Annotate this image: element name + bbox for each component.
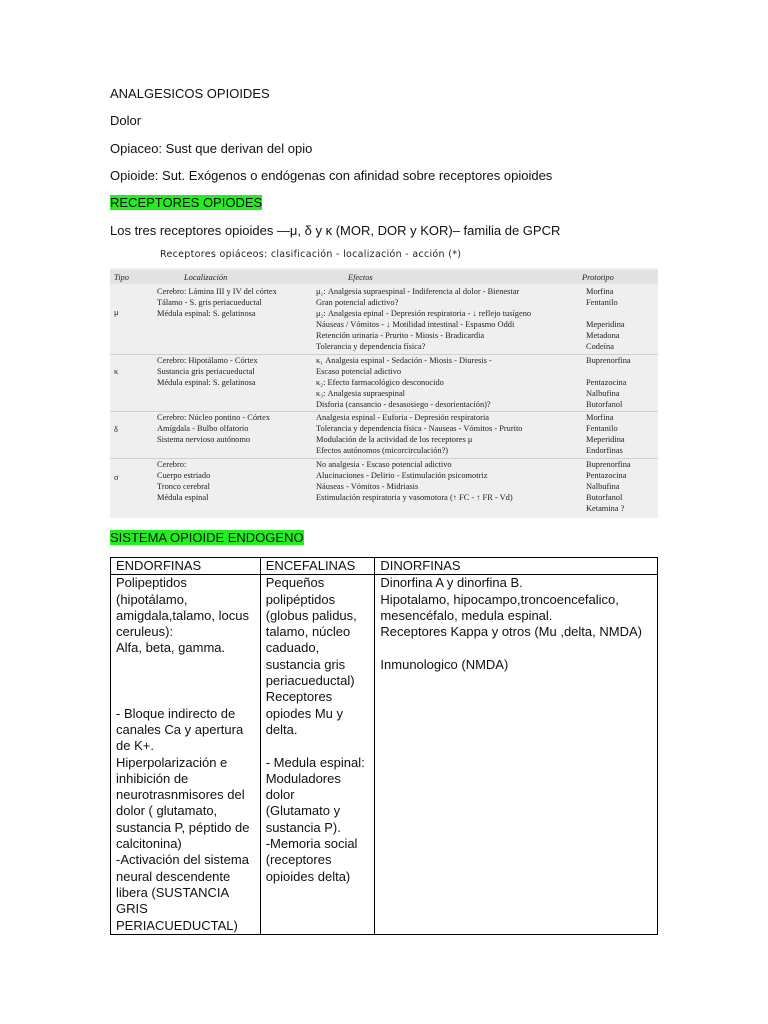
cell-dinorfinas-text: Dinorfina A y dinorfina B. Hipotalamo, hipocampo,troncoencefalico, mesencéfalo, medula espinal. Receptores Kappa y otros (Mu ,delta, NMDA) Inmunologico (NMDA) [380,575,642,672]
figure-header-localizacion: Localización [184,273,228,282]
figure-prototipo-kappa: Buprenorfina Pentazocina Nalbufina Butorfanol [586,356,631,409]
cell-endorfinas-text: Polipeptidos (hipotálamo, amigdala,talamo, locus ceruleus): Alfa, beta, gamma. - Bloque indirecto de canales Ca y apertura de K+. Hiperpolarización e inhibición de neurotrasnmisores del dolor ( glutamato, sustancia P, péptido de calcitonina) -Activación del sistema neural descendente libera (SUSTANCIA GRIS PERIACUEDUCTAL) [116,575,250,933]
figure-header-row [110,270,658,284]
highlight-sistema: SISTEMA OPIOIDE ENDOGENO [110,530,304,545]
line-dolor: Dolor [110,113,142,128]
figure-tipo-kappa: κ [114,367,119,376]
figure-localizacion-kappa: Cerebro: Hipotálamo - Córtex Sustancia gris periacueductal Médula espinal: S. gelatinosa [157,356,258,387]
figure-caption: Receptores opiáceos: clasificación - localización - acción (*) [160,249,462,260]
cell-encefalinas-text: Pequeños polipéptidos (globus palidus, talamo, núcleo caduado, sustancia gris periacueductal) Receptores opiodes Mu y delta. - Medula espinal: Moduladores dolor (Glutamato y sustancia P). -Memoria social (receptores opioides delta) [265,575,365,884]
section-heading-sistema [110,530,304,546]
highlight-receptores: RECEPTORES OPIODES [110,195,263,210]
figure-divider [110,354,658,355]
figure-localizacion-delta: Cerebro: Núcleo pontino - Córtex Amígdala - Bulbo olfatorio Sistema nervioso autónomo [157,413,271,444]
figure-efectos-sigma: No analgesia - Escaso potencial adictivo Alucinaciones - Delirio - Estimulación psicomotriz Náuseas - Vómitos - Midriasis Estimulación respiratoria y vasomotora (↑ FC - ↑ FR - Vd) [316,460,513,502]
figure-localizacion-mu: Cerebro: Lámina III y IV del córtex Tálamo - S. gris periacueductal Médula espinal: S. gelatinosa [157,287,277,318]
header-dinorfinas: DINORFINAS [375,558,658,575]
figure-prototipo-delta: Morfina Fentanilo Meperidina Endorfinas [586,413,625,455]
figure-tipo-delta: δ [114,425,118,434]
figure-tipo-sigma: σ [114,473,119,482]
figure-header-tipo: Tipo [114,273,129,282]
figure-efectos-delta: Analgesia espinal - Euforia - Depresión respiratoria Tolerancia y dependencia física - Nauseas - Vómitos - Prurito Modulación de la actividad de los receptores μ Efectos autónomos (micorcirculación?) [316,413,523,455]
header-endorfinas: ENDORFINAS [111,558,261,575]
section-heading-receptores [110,195,262,211]
figure-prototipo-mu: Morfina Fentanilo Meperidina Metadona Codeína [586,287,625,351]
document-title: ANALGESICOS OPIOIDES [110,86,270,101]
figure-tipo-mu: μ [114,308,119,317]
figure-header-efectos: Efectos [348,273,373,282]
receptor-classification-figure [110,268,658,518]
figure-prototipo-sigma: Buprenorfina Pentazocina Nalbufina Butorfanol Ketamina ? [586,460,631,513]
figure-localizacion-sigma: Cerebro: Cuerpo estriado Tronco cerebral Médula espinal [157,460,211,502]
figure-header-prototipo: Prototipo [582,273,614,282]
figure-efectos-kappa: κ₁ Analgesia espinal - Sedación - Miosis - Diuresis - Escaso potencial adictivo κ₂: Efecto farmacológico desconocido κ₃: Analgesia supraespinal Disforia (cansancio - desasosiego - desorientación)? [316,356,492,409]
table-header-row [111,558,658,575]
figure-efectos-mu: μ₁: Analgesia supraespinal - Indiferencia al dolor - Bienestar Gran potencial adictivo? μ₂: Analgesia epinal - Depresión respiratoria - ↓ reflejo tusígeno Náuseas / Vómitos - ↓ Motilidad intestinal - Espasmo Oddi Retención urinaria - Prurito - Miosis - Bradicardia Tolerancia y dependencia física? [316,287,532,351]
line-receptores: Los tres receptores opioides —μ, δ y κ (MOR, DOR y KOR)– familia de GPCR [110,223,561,238]
endogenous-opioid-table [110,557,658,935]
figure-divider [110,411,658,412]
line-opioide: Opioide: Sut. Exógenos o endógenas con afinidad sobre receptores opioides [110,168,553,183]
table-row [111,575,658,935]
cell-endorfinas [111,575,261,935]
line-opiaceo: Opiaceo: Sust que derivan del opio [110,141,313,156]
cell-dinorfinas [375,575,658,935]
figure-divider [110,458,658,459]
header-encefalinas: ENCEFALINAS [260,558,375,575]
cell-encefalinas [260,575,375,935]
